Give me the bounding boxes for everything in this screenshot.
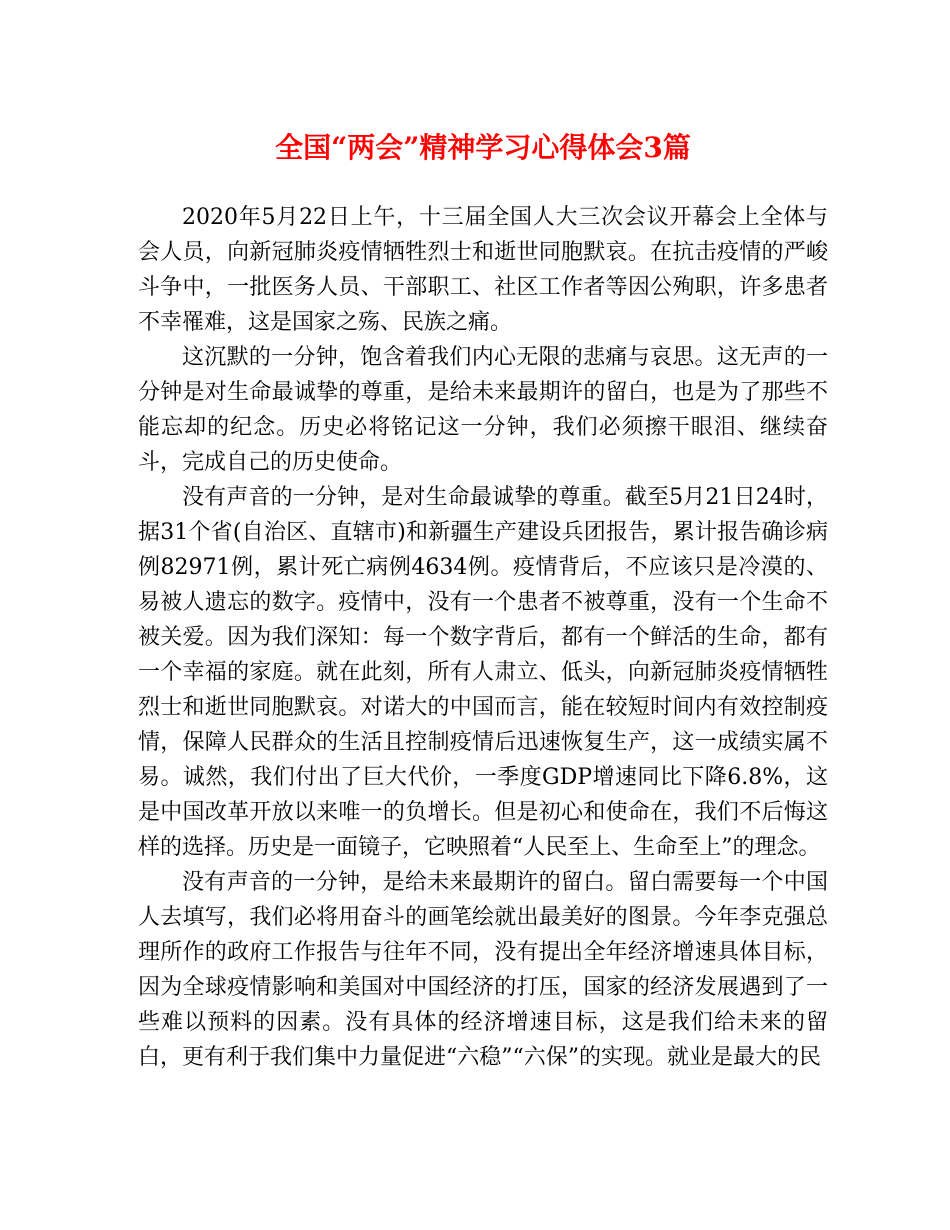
paragraph-2: 这沉默的一分钟，饱含着我们内心无限的悲痛与哀思。这无声的一分钟是对生命最诚挚的尊重，是给未来最期许的留白，也是为了那些不能忘却的纪念。历史必将铭记这一分钟，我们必须擦干眼泪、继续奋斗，完成自己的历史使命。 bbox=[138, 345, 828, 475]
page-title: 全国“两会”精神学习心得体会3篇 bbox=[275, 131, 691, 164]
document-page bbox=[138, 0, 828, 1230]
paragraph-1: 2020年5月22日上午，十三届全国人大三次会议开幕会上全体与会人员，向新冠肺炎疫情牺牲烈士和逝世同胞默哀。在抗击疫情的严峻斗争中，一批医务人员、干部职工、社区工作者等因公殉职，许多患者不幸罹难，这是国家之殇、民族之痛。 bbox=[138, 205, 828, 335]
document-body bbox=[138, 200, 828, 1075]
paragraph-4: 没有声音的一分钟，是给未来最期许的留白。留白需要每一个中国人去填写，我们必将用奋斗的画笔绘就出最美好的图景。今年李克强总理所作的政府工作报告与往年不同，没有提出全年经济增速具体目标，因为全球疫情影响和美国对中国经济的打压，国家的经济发展遇到了一些难以预料的因素。没有具体的经济增速目标，这是我们给未来的留白，更有利于我们集中力量促进“六稳”“六保”的实现。就业是最大的民 bbox=[138, 870, 828, 1070]
paragraph-3: 没有声音的一分钟，是对生命最诚挚的尊重。截至5月21日24时，据31个省(自治区、直辖市)和新疆生产建设兵团报告，累计报告确诊病例82971例，累计死亡病例4634例。疫情背后，不应该只是冷漠的、易被人遗忘的数字。疫情中，没有一个患者不被尊重，没有一个生命不被关爱。因为我们深知：每一个数字背后，都有一个鲜活的生命，都有一个幸福的家庭。就在此刻，所有人肃立、低头，向新冠肺炎疫情牺牲烈士和逝世同胞默哀。对诺大的中国而言，能在较短时间内有效控制疫情，保障人民群众的生活且控制疫情后迅速恢复生产，这一成绩实属不易。诚然，我们付出了巨大代价，一季度GDP增速同比下降6.8%，这是中国改革开放以来唯一的负增长。但是初心和使命在，我们不后悔这样的选择。历史是一面镜子，它映照着“人民至上、生命至上”的理念。 bbox=[138, 485, 828, 860]
